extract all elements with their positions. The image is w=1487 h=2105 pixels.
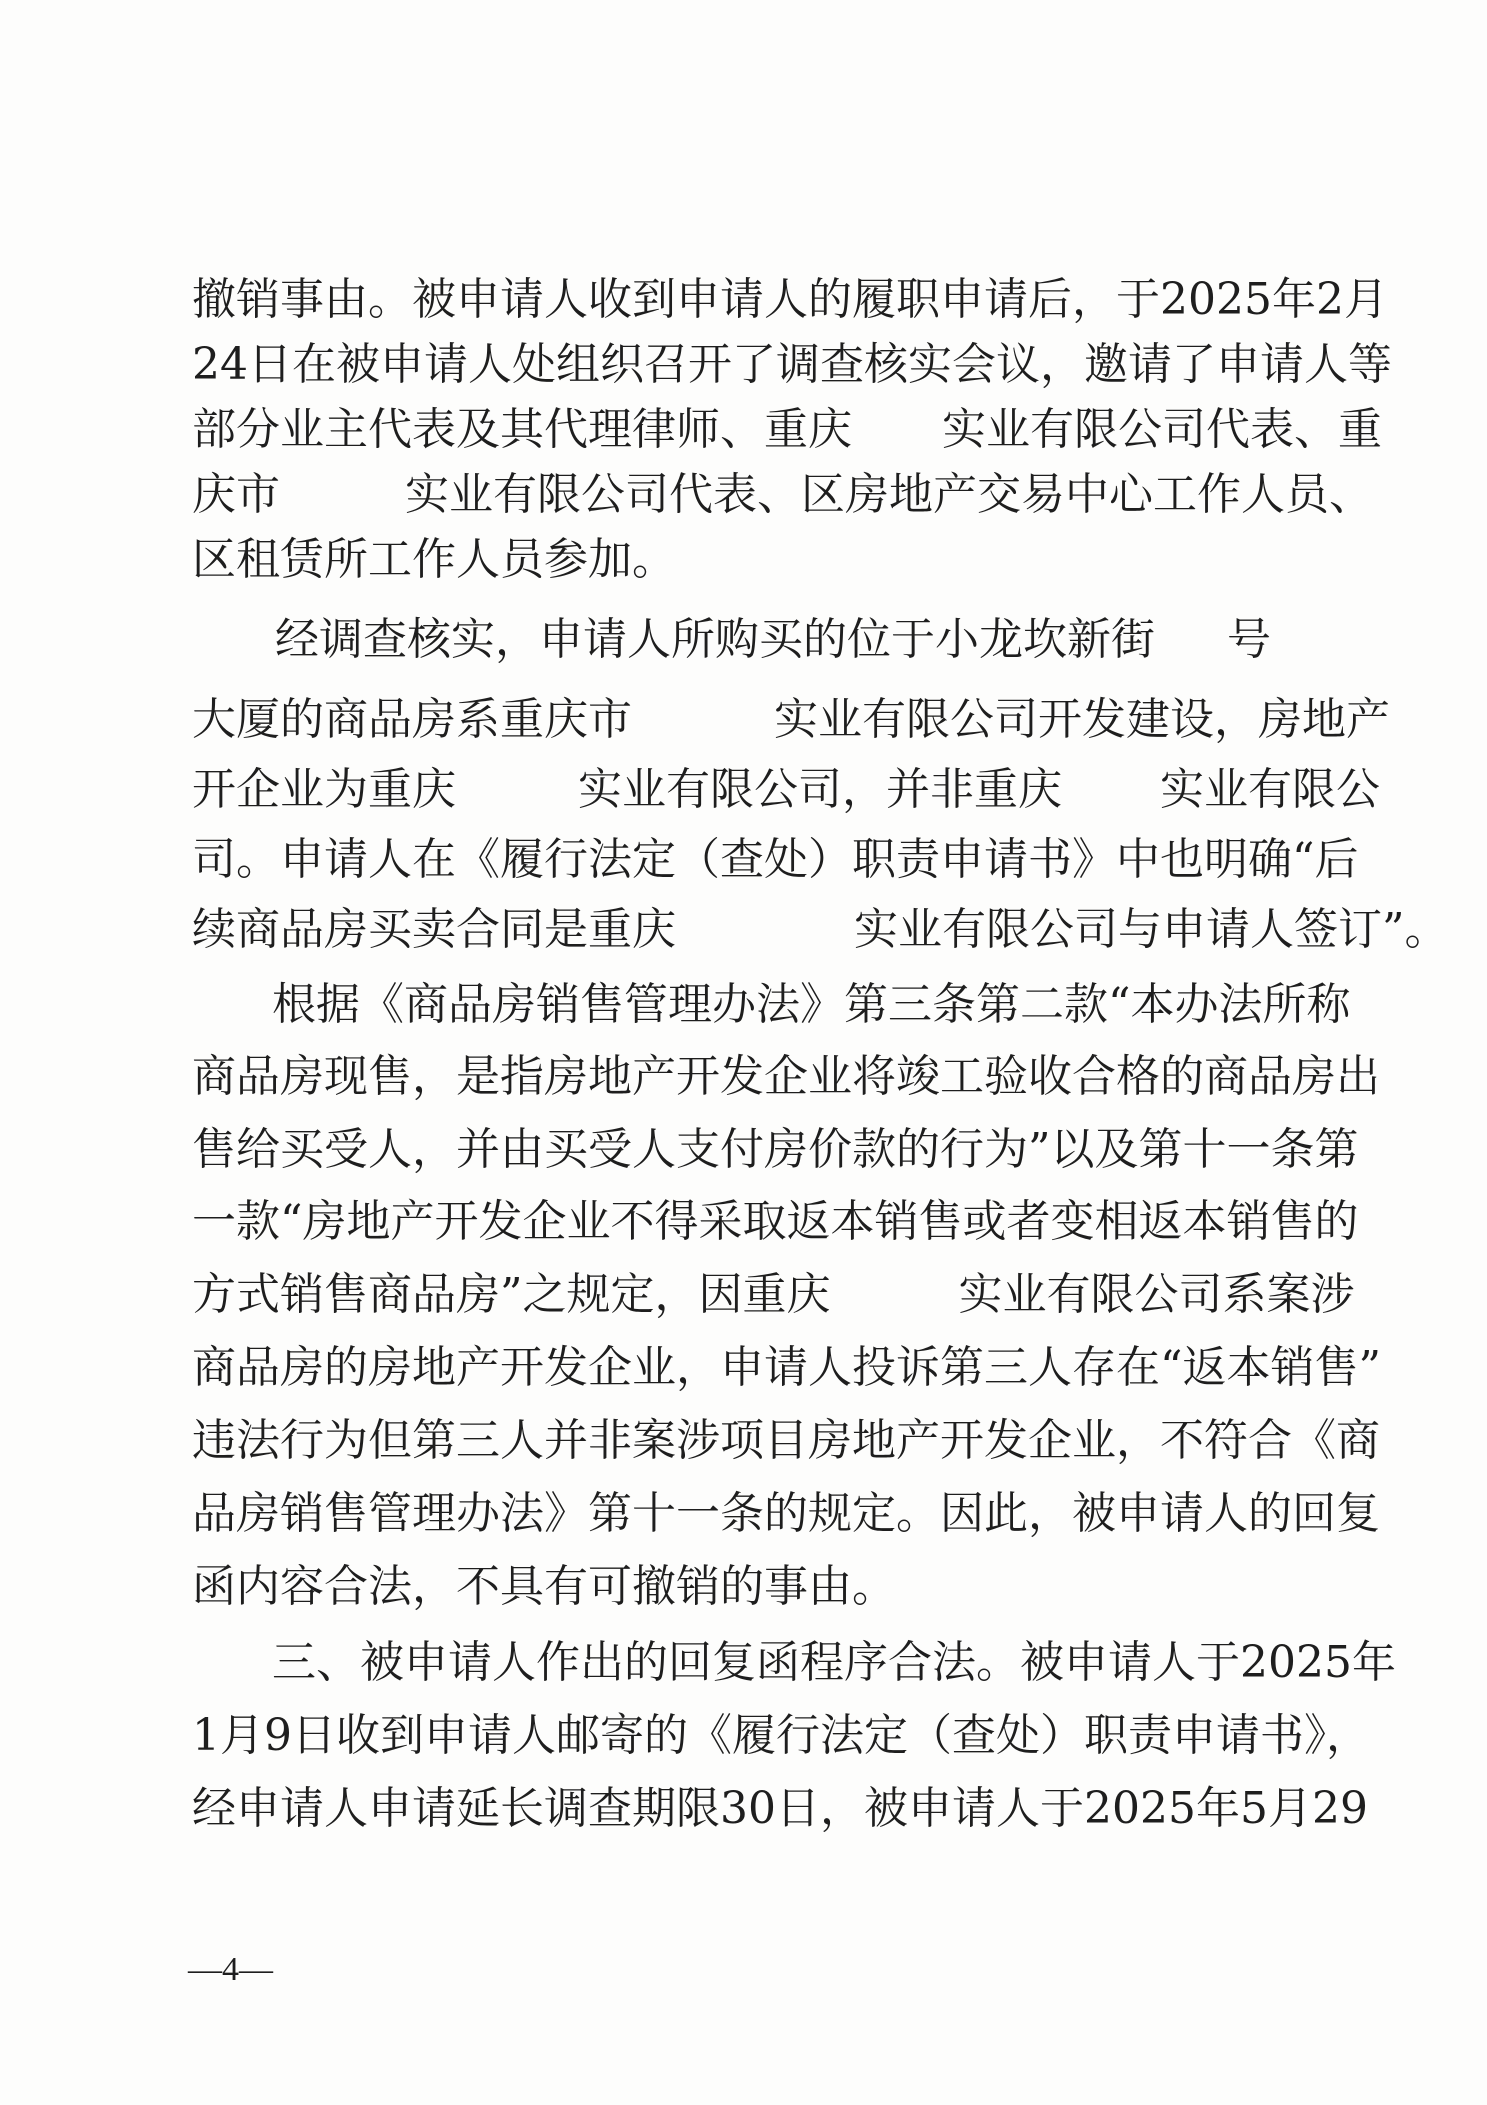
text-fragment: 部分业主代表及其代理律师、重庆 xyxy=(192,404,852,455)
text-line-6 xyxy=(275,610,1375,670)
text-line-10 xyxy=(192,900,1449,960)
text-fragment: 庆市 xyxy=(192,469,280,520)
text-fragment: 实业有限公 xyxy=(1160,764,1380,815)
text-line-1: 撤销事由。被申请人收到申请人的履职申请后，于2025年2月 xyxy=(192,274,1388,325)
text-fragment: 方式销售商品房”之规定，因重庆 xyxy=(192,1269,831,1320)
text-fragment: 续商品房买卖合同是重庆 xyxy=(192,904,676,955)
text-line-16: 商品房的房地产开发企业，申请人投诉第三人存在“返本销售” xyxy=(192,1342,1381,1393)
text-line-12: 商品房现售，是指房地产开发企业将竣工验收合格的商品房出 xyxy=(192,1051,1380,1102)
text-line-18: 品房销售管理办法》第十一条的规定。因此，被申请人的回复 xyxy=(192,1488,1380,1539)
text-line-22: 经申请人申请延长调查期限30日，被申请人于2025年5月29 xyxy=(192,1783,1368,1834)
text-line-11: 根据《商品房销售管理办法》第三条第二款“本办法所称 xyxy=(272,979,1351,1030)
text-line-2: 24日在被申请人处组织召开了调查核实会议，邀请了申请人等 xyxy=(192,339,1392,390)
text-line-9: 司。申请人在《履行法定（查处）职责申请书》中也明确“后 xyxy=(192,834,1359,885)
text-line-7 xyxy=(192,690,1390,750)
text-fragment: 开企业为重庆 xyxy=(192,764,456,815)
text-line-14: 一款“房地产开发企业不得采取返本销售或者变相返本销售的 xyxy=(192,1196,1359,1247)
page-number: —4— xyxy=(188,1951,273,1988)
text-fragment: 大厦的商品房系重庆市 xyxy=(192,694,632,745)
text-line-13: 售给买受人，并由买受人支付房价款的行为”以及第十一条第 xyxy=(192,1124,1359,1175)
text-line-17: 违法行为但第三人并非案涉项目房地产开发企业，不符合《商 xyxy=(192,1415,1380,1466)
text-fragment: 实业有限公司代表、区房地产交易中心工作人员、 xyxy=(405,469,1373,520)
text-line-5: 区租赁所工作人员参加。 xyxy=(192,534,676,585)
text-fragment: 实业有限公司与申请人签订”。 xyxy=(854,904,1449,955)
text-line-15 xyxy=(192,1265,1355,1325)
text-fragment: 经调查核实，申请人所购买的位于小龙坎新街 xyxy=(275,614,1155,665)
text-fragment: 实业有限公司开发建设，房地产 xyxy=(774,694,1390,745)
text-line-19: 函内容合法，不具有可撤销的事由。 xyxy=(192,1561,896,1612)
text-fragment: 号 xyxy=(1227,614,1271,665)
text-line-8 xyxy=(192,760,1380,820)
text-line-20: 三、被申请人作出的回复函程序合法。被申请人于2025年 xyxy=(272,1637,1396,1688)
text-line-4 xyxy=(192,465,1373,525)
text-fragment: 实业有限公司，并非重庆 xyxy=(578,764,1062,815)
text-line-21: 1月9日收到申请人邮寄的《履行法定（查处）职责申请书》， xyxy=(192,1710,1370,1761)
text-fragment: 实业有限公司系案涉 xyxy=(958,1269,1355,1320)
text-line-3 xyxy=(192,400,1382,460)
text-fragment: 实业有限公司代表、重 xyxy=(942,404,1382,455)
